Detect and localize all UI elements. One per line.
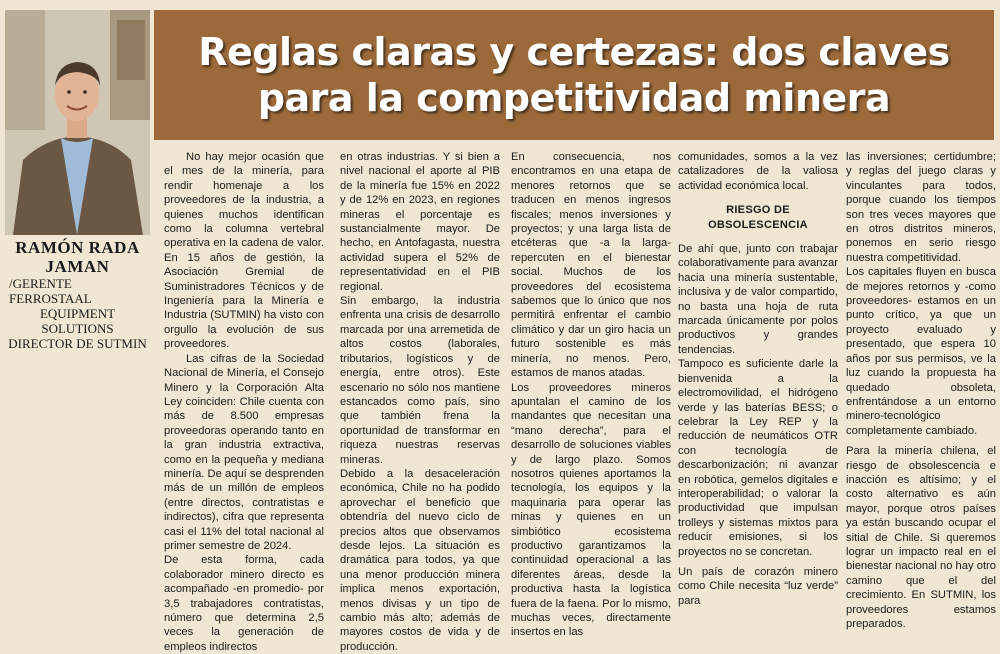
title-line-1: Reglas claras y certezas: dos claves bbox=[198, 30, 950, 74]
paragraph: De esta forma, cada colaborador minero directo es acompañado -en promedio- por 3,5 trabajadores contratistas, número que determina 2,5 veces la generación de empleos indirectos bbox=[164, 554, 324, 653]
headline-banner bbox=[154, 10, 994, 140]
paragraph: Un país de corazón minero como Chile necesita “luz verde” para bbox=[678, 565, 838, 607]
section-heading: RIESGO DE OBSOLESCENCIA bbox=[708, 204, 808, 231]
paragraph: Los capitales fluyen en busca de mejores retornos y -como proveedores- estamos en un punto crítico, ya que un proyecto evaluado y presentado, que espera 10 años por sus permisos, ve la luz cuando la propuesta ha quedado obsoleta, enfrentándose a un entorno minero-tecnológico completamente cambiado. bbox=[846, 266, 996, 437]
paragraph: las inversiones; certidumbre; y reglas del juego claras y vinculantes para todos, porque cuando los tiempos son tres veces mayores que en otros distritos mineros, ponemos en serio riesgo nuestra competitividad. bbox=[846, 151, 996, 264]
author-block bbox=[5, 238, 150, 351]
author-role-line3: DIRECTOR DE SUTMIN bbox=[8, 336, 147, 351]
author-name-line2: JAMAN bbox=[45, 257, 110, 276]
paragraph: Debido a la desaceleración económica, Chile no ha podido aprovechar el beneficio que obtendría del nuevo ciclo de precios altos que observamos desde lejos. La situación es dramática para todos, ya que una menor producción minera implica menos exportación, menos divisas y un tipo de cambio más alto; además de mayores costos de vida y de producción. bbox=[340, 467, 500, 653]
paragraph: en otras industrias. Y si bien a nivel nacional el aporte al PIB de la minería fue 15% en 2022 y de 12% en 2023, en regiones mineras el porcentaje es sustancialmente mayor. De hecho, en Antofagasta, nuestra actividad supera el 52% de representatividad en el PIB regional. bbox=[340, 151, 500, 293]
author-portrait-icon bbox=[5, 10, 150, 235]
paragraph: De ahí que, junto con trabajar colaborativamente para avanzar hacia una minería sustentable, inclusiva y de valor compartido, no basta una hoja de ruta marcada únicamente por polos productivos y grandes tendencias. bbox=[678, 243, 838, 356]
paragraph: Sin embargo, la industria enfrenta una crisis de desarrollo marcada por una arremetida de altos costos (laborales, tributarios, logísticos y de energía, entre otros). Este escenario no sólo nos mantiene estancados como país, sino que también frena la oportunidad de transformar en riqueza nuestras reservas mineras. bbox=[340, 295, 500, 466]
author-role-line2: EQUIPMENT SOLUTIONS bbox=[39, 306, 116, 336]
paragraph: Los proveedores mineros apuntalan el camino de los mandantes que necesitan una “mano derecha”, para el desarrollo de soluciones viables y de largo plazo. Somos nosotros quienes aportamos la tecnología, los equipos y la maquinaria para operar las minas y quienes en un simbiótico ecosistema productivo garantizamos la continuidad operacional a las diferentes áreas, desde la productiva hasta la logística fuera de la faena. Por lo mismo, muchas veces, directamente insertos en las bbox=[511, 381, 671, 639]
paragraph: comunidades, somos a la vez catalizadores de la valiosa actividad económica local. bbox=[678, 151, 838, 192]
text-column-1 bbox=[164, 150, 324, 653]
paragraph: No hay mejor ocasión que el mes de la minería, para rendir homenaje a los proveedores de la industria, a quienes muchos identifican como la columna vertebral operativa en la cadena de valor. En 15 años de gestión, la Asociación Gremial de Suministradores Técnicos y de Ingeniería para la Minería e Industria (SUTMIN) ha visto con orgullo la evolución de sus proveedores. bbox=[164, 151, 324, 351]
text-column-4 bbox=[678, 150, 838, 607]
author-role-line1: /GERENTE FERROSTAAL bbox=[9, 276, 92, 306]
article-title bbox=[178, 29, 969, 121]
paragraph: Las cifras de la Sociedad Nacional de Minería, el Consejo Minero y la Corporación Alta Ley coinciden: Chile cuenta con más de 8.500 empresas proveedoras operando tanto en la gran industria extractiva, como en la pequeña y mediana minería. De aquí se desprenden más de un millón de empleos (entre directos, contratistas e indirectos), cifra que representa casi el 11% del total nacional al primer semestre de 2024. bbox=[164, 352, 324, 552]
paragraph: Tampoco es suficiente darle la bienvenida a la electromovilidad, el hidrógeno verde y las baterías BESS; o celebrar la Ley REP y la reducción de neumáticos OTR con tecnología de descarbonización; ni avanzar en robótica, gemelos digitales e interoperabilidad; o valorar la productividad que impulsan trolleys y sistemas mixtos para reducir emisiones, si los proyectos no se concretan. bbox=[678, 358, 838, 558]
author-photo bbox=[5, 10, 150, 235]
text-column-5 bbox=[846, 150, 996, 630]
author-name-line1: RAMÓN RADA bbox=[15, 238, 140, 257]
text-column-2 bbox=[340, 150, 500, 653]
paragraph: En consecuencia, nos encontramos en una etapa de menores retornos que se traducen en menos ingresos fiscales; menos inversiones y proyectos; y una larga lista de etcéteras que -a la larga- repercuten en el bienestar social. Muchos de los proveedores del ecosistema sabemos que lo único que nos permitirá enfrentar el cambio climático y dar un giro hacia un futuro sostenible es más minería, no menos. Pero, estamos de manos atadas. bbox=[511, 151, 671, 380]
title-line-2: para la competitividad minera bbox=[257, 76, 891, 120]
text-column-3 bbox=[511, 150, 671, 639]
paragraph: Para la minería chilena, el riesgo de obsolescencia e inacción es altísimo; y el costo alternativo es aún mayor, porque otros países ya están buscando ocupar el sitial de Chile. Si queremos lograr un impacto real en el bienestar nacional no hay otro camino que el del crecimiento. En SUTMIN, los proveedores estamos preparados. bbox=[846, 445, 996, 630]
